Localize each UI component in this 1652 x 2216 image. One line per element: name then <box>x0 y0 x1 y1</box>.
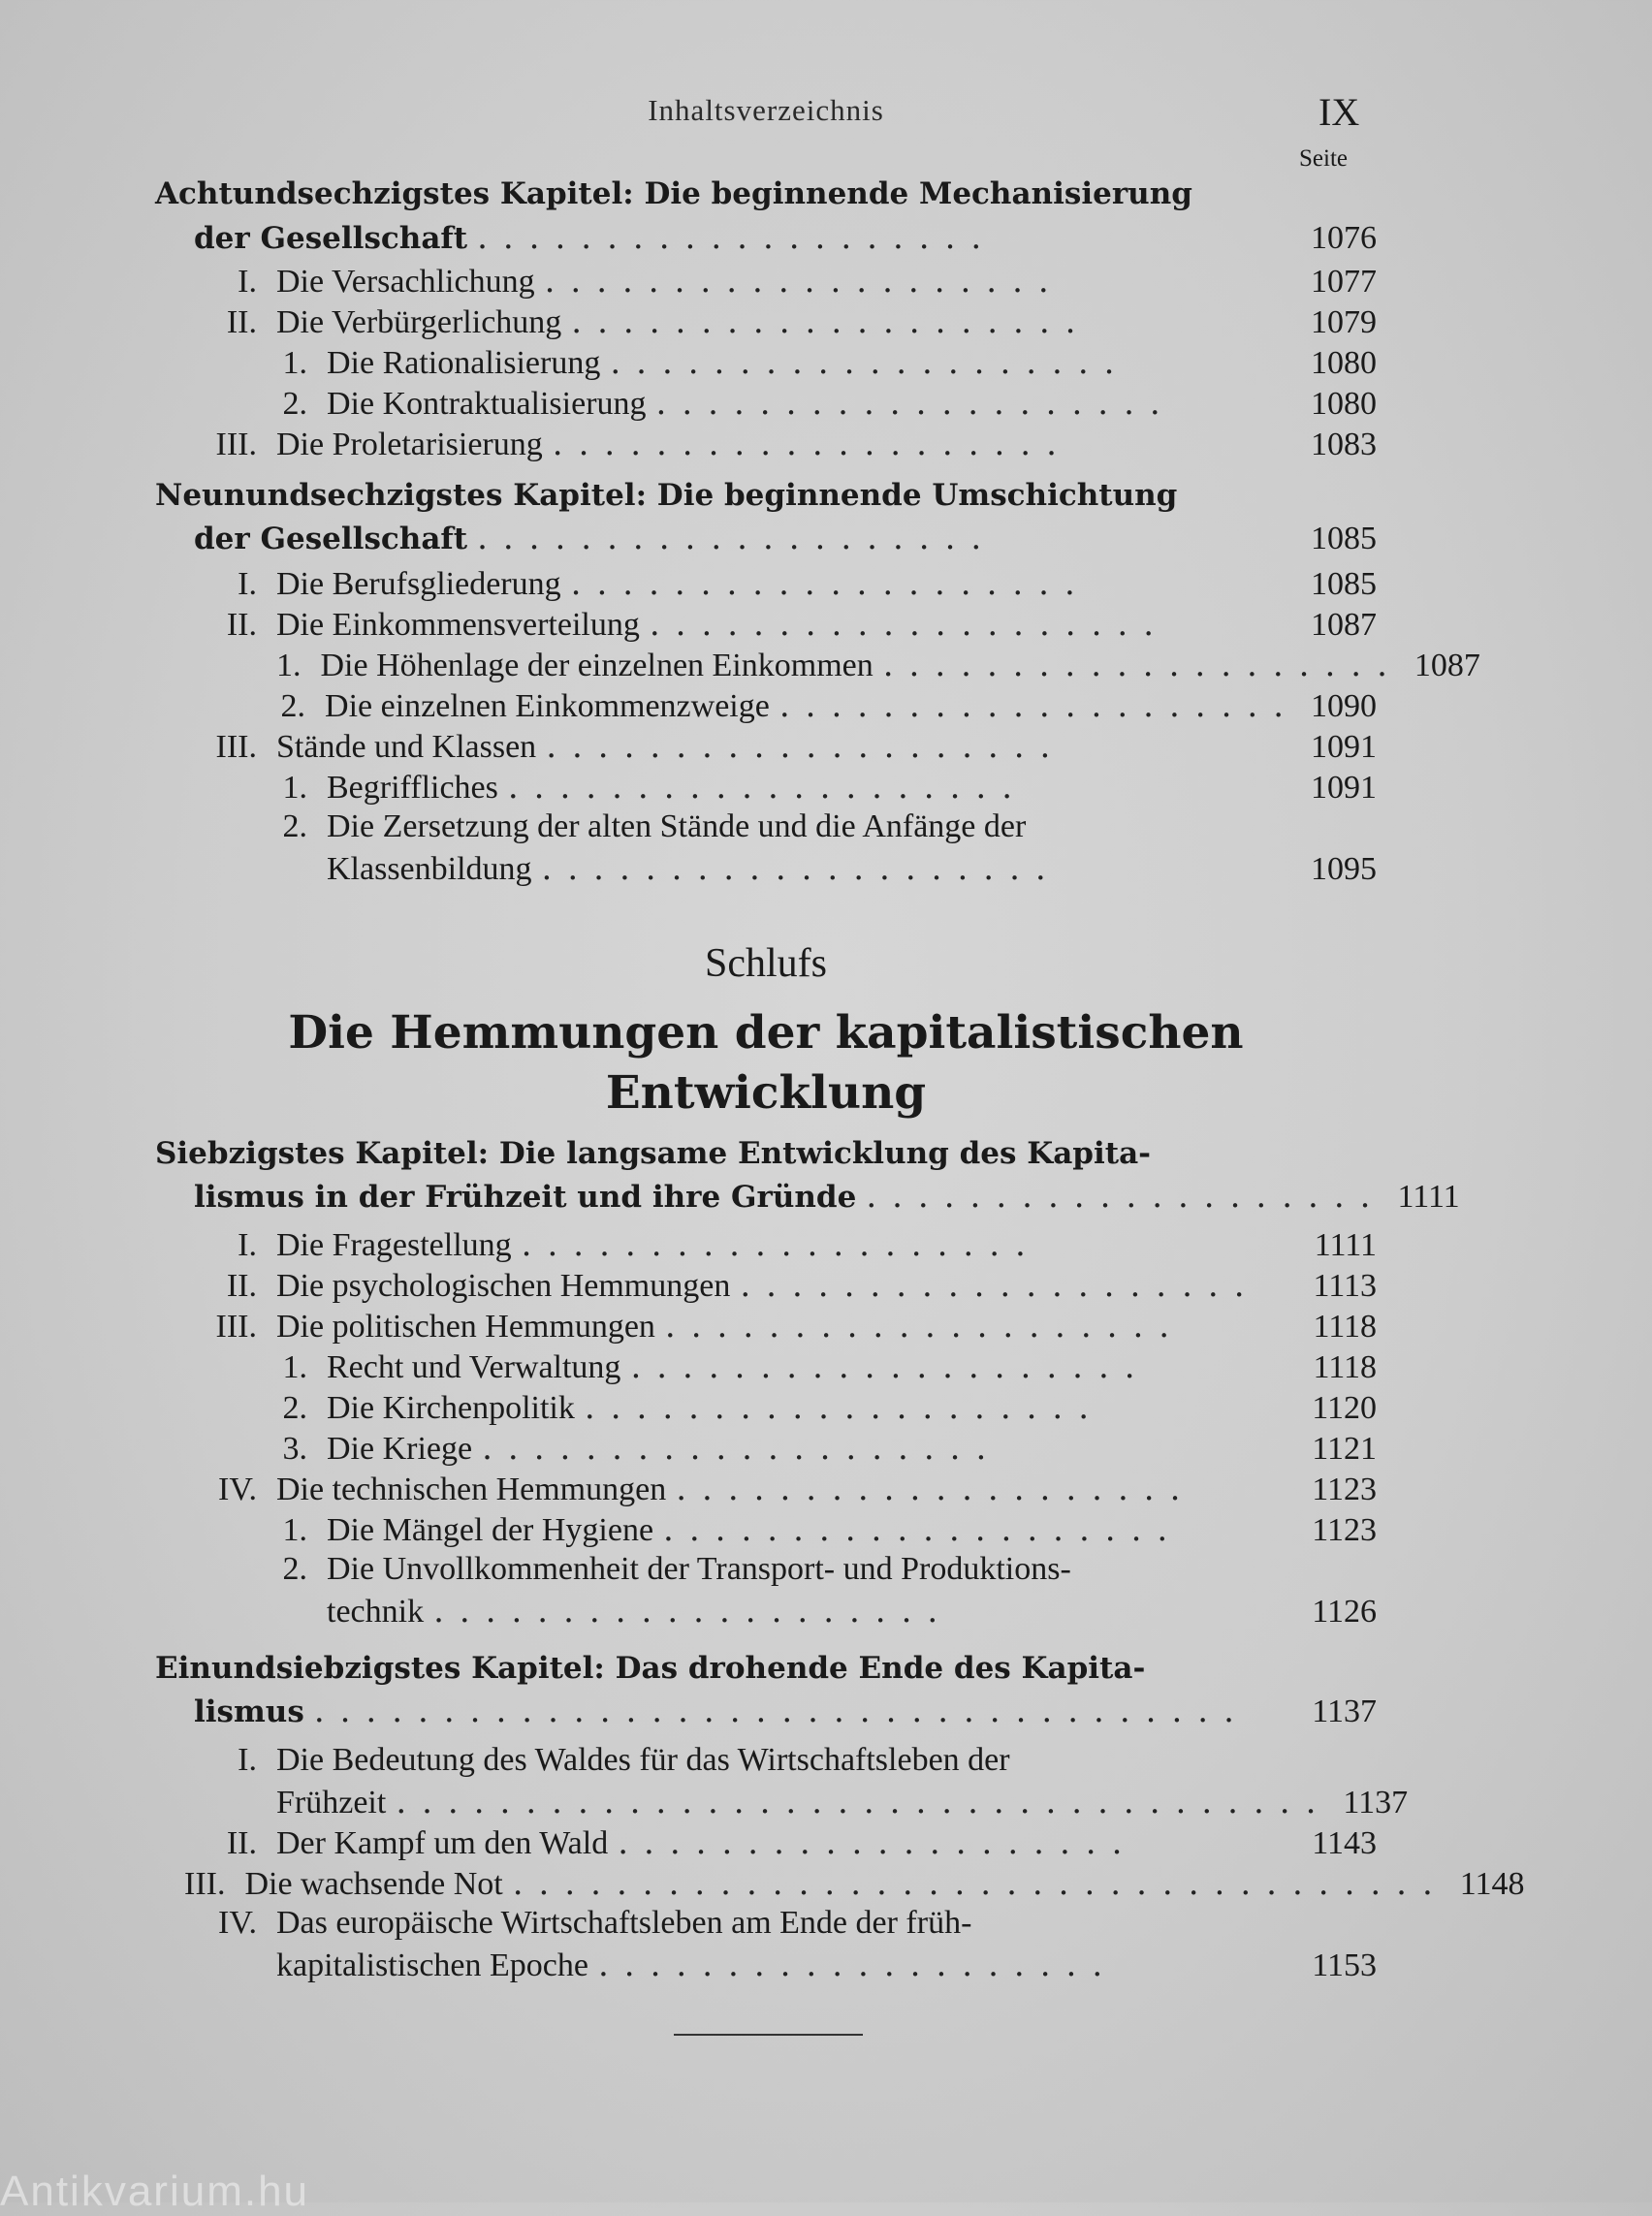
toc-subentry: 2. Die einzelnen Einkommenzweige .................... 1090 <box>280 686 1377 725</box>
toc-entry: I. Die Berufsgliederung .................... 1085 <box>238 564 1377 603</box>
toc-subentry: 1. Recht und Verwaltung .................... 1118 <box>282 1347 1377 1386</box>
chapter-70-title-line1: Siebzigstes Kapitel: Die langsame Entwicklung des Kapita- <box>155 1136 1152 1171</box>
toc-subentry: 2. Die Unvollkommenheit der Transport- und Produktions- <box>282 1551 1071 1587</box>
chapter-69-title-line1: Neunundsechzigstes Kapitel: Die beginnende Umschichtung <box>155 478 1178 513</box>
toc-subentry: 2. Die Kirchenpolitik .................... 1120 <box>282 1388 1377 1427</box>
closing-rule <box>674 2034 863 2036</box>
part-label: Schlufs <box>705 941 827 986</box>
toc-subentry: 1. Die Höhenlage der einzelnen Einkommen .................... 1087 <box>276 646 1480 684</box>
part-title-line1: Die Hemmungen der kapitalistischen <box>288 1006 1244 1060</box>
toc-entry: III. Die politischen Hemmungen .................... 1118 <box>215 1307 1377 1345</box>
toc-entry: IV. Das europäische Wirtschaftsleben am Ende der früh- <box>218 1905 972 1941</box>
chapter-68-title-line1: Achtundsechzigstes Kapitel: Die beginnende Mechanisierung <box>155 176 1192 211</box>
watermark: Antikvarium.hu <box>0 2168 310 2215</box>
toc-entry-continuation: kapitalistischen Epoche .................... 1153 <box>276 1946 1377 1984</box>
chapter-71-title-line2: lismus .................................... 1137 <box>194 1692 1377 1730</box>
toc-subentry: 1. Die Rationalisierung .................... 1080 <box>282 343 1377 382</box>
toc-entry: III. Die wachsende Not .................................... 1148 <box>184 1864 1525 1903</box>
toc-entry-continuation: Frühzeit .................................... 1137 <box>276 1783 1409 1821</box>
toc-entry: III. Stände und Klassen .................... 1091 <box>215 727 1377 766</box>
chapter-68-title-line2: der Gesellschaft .................... 1076 <box>194 218 1377 257</box>
seite-column-label: Seite <box>1299 145 1348 172</box>
chapter-70-title-line2: lismus in der Frühzeit und ihre Gründe .................... 1111 <box>194 1177 1460 1216</box>
toc-subentry: 2. Die Kontraktualisierung .................... 1080 <box>282 384 1377 423</box>
toc-entry: I. Die Versachlichung .................... 1077 <box>238 262 1377 301</box>
toc-subentry: 1. Begriffliches .................... 1091 <box>282 768 1377 807</box>
chapter-71-title-line1: Einundsiebzigstes Kapitel: Das drohende Ende des Kapita- <box>155 1651 1146 1686</box>
chapter-69-title-line2: der Gesellschaft .................... 1085 <box>194 519 1377 557</box>
toc-subentry: 3. Die Kriege .................... 1121 <box>282 1429 1377 1468</box>
running-header-title: Inhaltsverzeichnis <box>648 93 884 127</box>
toc-entry: II. Die psychologischen Hemmungen .................... 1113 <box>226 1266 1377 1305</box>
toc-subentry: 1. Die Mängel der Hygiene .................... 1123 <box>282 1510 1377 1549</box>
page-number: IX <box>1318 90 1360 134</box>
toc-entry: I. Die Bedeutung des Waldes für das Wirtschaftsleben der <box>238 1742 1010 1778</box>
part-title-line2: Entwicklung <box>605 1066 927 1120</box>
toc-entry: II. Die Verbürgerlichung .................... 1079 <box>226 302 1377 341</box>
toc-entry: I. Die Fragestellung .................... 1111 <box>238 1225 1377 1264</box>
toc-entry: IV. Die technischen Hemmungen .................... 1123 <box>218 1470 1377 1508</box>
toc-subentry-continuation: technik .................... 1126 <box>327 1592 1377 1630</box>
toc-entry: II. Der Kampf um den Wald .................... 1143 <box>226 1823 1377 1862</box>
toc-entry: III. Die Proletarisierung .................... 1083 <box>215 425 1377 463</box>
toc-subentry: 2. Die Zersetzung der alten Stände und die Anfänge der <box>282 808 1027 844</box>
toc-entry: II. Die Einkommensverteilung .................... 1087 <box>226 605 1377 644</box>
toc-subentry-continuation: Klassenbildung .................... 1095 <box>327 849 1377 888</box>
part-title <box>0 1003 1532 1124</box>
